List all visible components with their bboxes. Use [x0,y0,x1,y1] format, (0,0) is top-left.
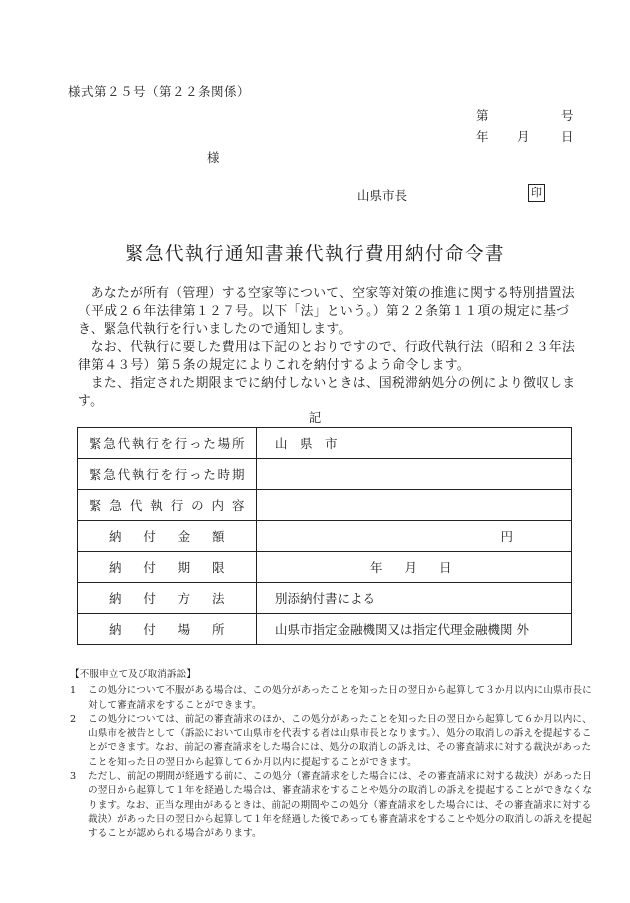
body-paragraph: あなたが所有（管理）する空家等について、空家等対策の推進に関する特別措置法（平成２６年法律第１２７号。以下「法」という。）第２２条第１１項の規定に基づき、緊急代執行を行いましたので通知します。 [78,286,575,337]
document-number-suffix: 号 [561,108,574,123]
table-label: 緊急代執行の内容 [78,490,257,521]
table-value: 年 月 日 [257,552,572,583]
ki-heading: 記 [308,410,322,425]
body-paragraph: なお、代執行に要した費用は下記のとおりですので、行政代執行法（昭和２３年法律第４３号）第５条の規定によりこれを納付するよう命令します。 [78,340,576,373]
table-row [78,614,572,645]
table-row [78,428,572,459]
appeal-notes [70,668,595,842]
table-label: 納付場所 [78,614,257,645]
note-number: 3 [70,771,77,783]
body-paragraph: また、指定された期限までに納付しないときは、国税滞納処分の例により徴収します。 [78,376,576,409]
table-value [257,490,572,521]
table-label: 緊急代執行を行った時期 [78,459,257,490]
note-item [70,770,595,841]
note-number: 1 [70,685,77,697]
table-label: 納付期限 [78,552,257,583]
document-title: 緊急代執行通知書兼代執行費用納付命令書 [124,244,505,265]
document-number-prefix: 第 [476,108,489,123]
note-text: ただし、前記の期間が経過する前に、この処分（審査請求をした場合には、その審査請求に対する裁決）があった日の翌日から起算して１年を経過した場合は、審査請求をすることや処分の取消しの訴えを提起することができなくなります。なお、正当な理由があるときは、前記の期間やこの処分（審査請求をした場合には、その審査請求に対する裁決）があった日の翌日から起算して１年を経過した後であっても審査請求をすることや処分の取消しの訴えを提起することが認められる場合があります。 [88,771,593,840]
note-text: この処分について不服がある場合は、この処分があったことを知った日の翌日から起算して３か月以内に山県市長に対して審査請求をすることができます。 [88,685,592,711]
table-label: 納付方法 [78,583,257,614]
notes-heading: 【不服申立て及び取消訴訟】 [70,669,197,680]
table-row [78,490,572,521]
table-row [78,552,572,583]
table-value: 山県市指定金融機関又は指定代理金融機関 外 [257,614,572,645]
seal-stamp: 印 [528,184,545,202]
note-number: 2 [70,713,77,725]
table-row [78,583,572,614]
date-month: 月 [517,129,530,144]
note-text: この処分については、前記の審査請求のほか、この処分があったことを知った日の翌日から起算して６か月以内に、山県市を被告として（訴訟において山県市を代表する者は山県市長となります。）、処分の取消しの訴えを提起することができます。なお、前記の審査請求をした場合には、処分の取消しの訴えは、その審査請求に対する裁決があったことを知った日の翌日から起算して６か月以内に提起することができます。 [88,713,592,768]
body-text [78,285,588,411]
table-label: 納付金額 [78,521,257,552]
table-value: 山 県 市 [257,428,572,459]
addressee: 様 [207,150,220,165]
table-label: 緊急代執行を行った場所 [78,428,257,459]
details-table [77,427,572,645]
date-year: 年 [476,129,489,144]
issuer-name: 山県市長 [357,188,408,203]
note-item [70,713,595,770]
table-value: 別添納付書による [257,583,572,614]
table-value [257,459,572,490]
note-item [70,684,595,713]
table-row [78,459,572,490]
form-number: 様式第２５号（第２２条関係） [68,84,251,99]
date-day: 日 [561,129,574,144]
table-row [78,521,572,552]
table-value: 円 [257,521,572,552]
